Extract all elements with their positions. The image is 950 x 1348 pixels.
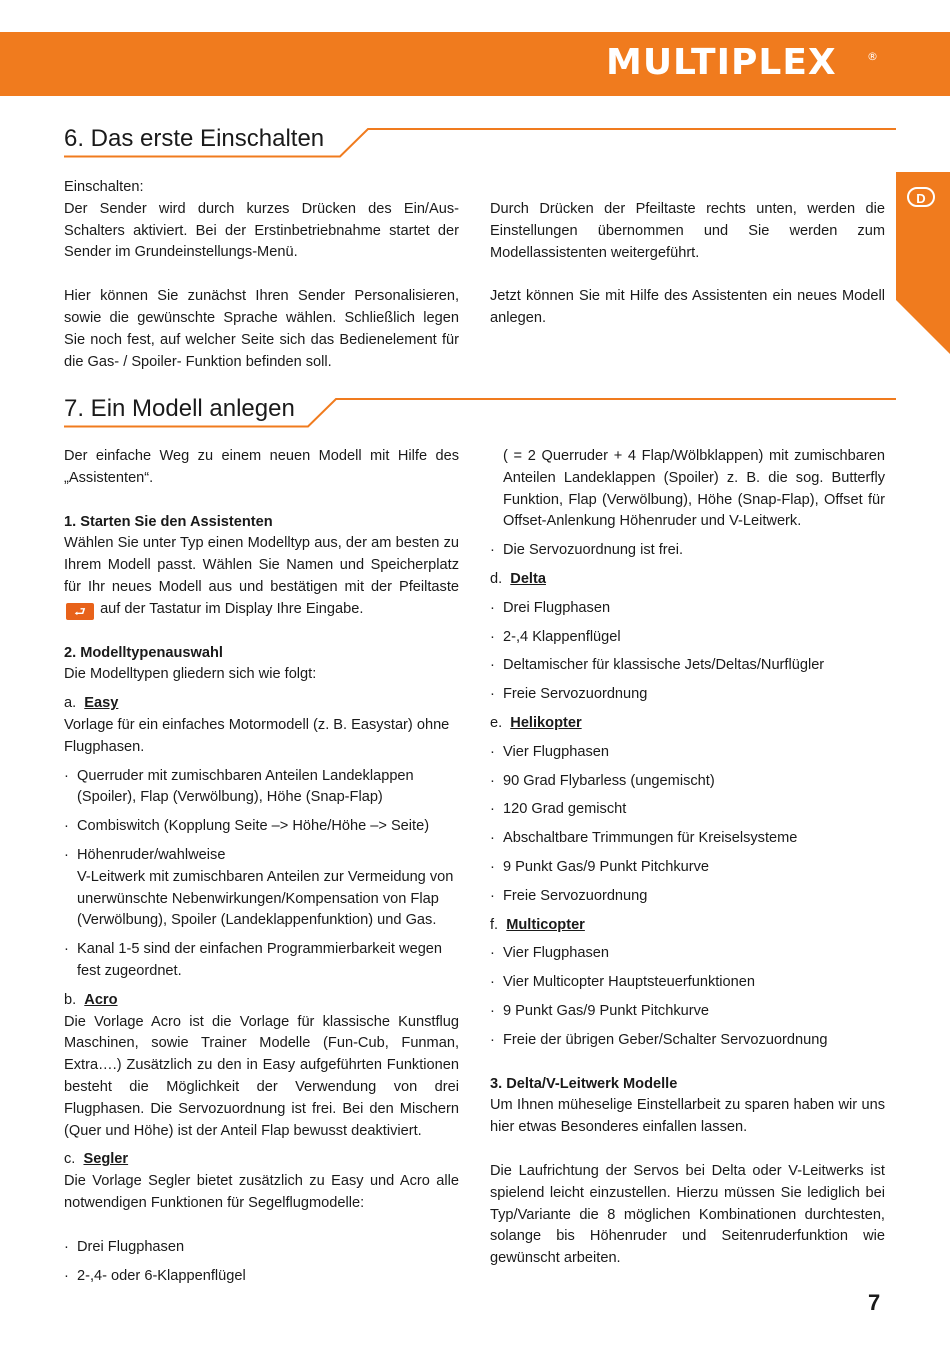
step-1-heading: 1. Starten Sie den Assistenten bbox=[64, 513, 273, 530]
pfeiltaste-p2: Jetzt können Sie mit Hilfe des Assistenten ein neues Modell anlegen. bbox=[490, 288, 885, 327]
section-7-left bbox=[64, 446, 459, 1287]
type-e-heading: e. Helikopter bbox=[490, 714, 582, 731]
type-a-desc: Vorlage für ein einfaches Motormodell (z. B. Easystar) ohne Flugphasen. bbox=[64, 716, 450, 755]
brand-logo: MULTIPLEX ® bbox=[606, 42, 878, 83]
page-number: 7 bbox=[868, 1290, 881, 1315]
type-c-desc: Die Vorlage Segler bietet zusätzlich zu Easy und Acro alle notwendigen Funktionen für Segelflugmodelle: bbox=[64, 1173, 459, 1211]
language-badge: D bbox=[907, 187, 935, 207]
list-item: · 9 Punkt Gas/9 Punkt Pitchkurve bbox=[490, 858, 710, 875]
einschalten-p1: Der Sender wird durch kurzes Drücken des Ein/Aus-Schalters aktiviert. Bei der Erstinbetriebnahme startet der Sender im Grundeinstellungs-Menü. bbox=[64, 200, 459, 261]
list-item: · 90 Grad Flybarless (ungemischt) bbox=[490, 772, 715, 789]
list-item: · Freie der übrigen Geber/Schalter Servozuordnung bbox=[490, 1031, 828, 1048]
list-item: · Die Servozuordnung ist frei. bbox=[490, 542, 684, 559]
intro-text: Der einfache Weg zu einem neuen Modell mit Hilfe des „Assistenten“. bbox=[64, 448, 459, 486]
list-item: · Deltamischer für klassische Jets/Deltas/Nurflügler bbox=[490, 657, 825, 674]
segler-continuation: ( = 2 Querruder + 4 Flap/Wölbklappen) mit zumischbaren Anteilen Landeklappen (Spoiler) z. B. die sog. Butterfly Funktion, Flap (Verwölbung), Höhe (Snap-Flap), Offset für Offset-Anlenkung Höhenruder und V-Leitwerk. bbox=[503, 448, 885, 530]
step-2-intro: Die Modelltypen gliedern sich wie folgt: bbox=[64, 666, 317, 683]
list-item: · 2-,4- oder 6-Klappenflügel bbox=[64, 1267, 246, 1284]
section-7-title: 7. Ein Modell anlegen bbox=[64, 395, 295, 422]
list-item: · Kanal 1-5 sind der einfachen Programmierbarkeit wegen fest zugeordnet. bbox=[64, 941, 443, 979]
list-item: · Vier Flugphasen bbox=[490, 945, 610, 962]
step-3-p2: Die Laufrichtung der Servos bei Delta oder V-Leitwerks ist spielend leicht einzustellen. Hierzu müssen Sie lediglich bei Typ/Variante die 8 möglichen Kombinationen durchtesten, solange bis Höhenruder und Seitenruderfunktion wie gewünscht arbeiten. bbox=[490, 1162, 885, 1267]
list-item: · Drei Flugphasen bbox=[64, 1238, 185, 1255]
type-b-heading: b. Acro bbox=[64, 991, 118, 1008]
list-item: · 120 Grad gemischt bbox=[490, 801, 627, 818]
section-6-heading bbox=[64, 124, 896, 160]
pfeiltaste-p1: Durch Drücken der Pfeiltaste rechts unten, werden die Einstellungen übernommen und Sie werden zum Modellassistenten weitergeführt. bbox=[490, 201, 885, 261]
step-3-p1: Um Ihnen müheselige Einstellarbeit zu sparen haben wir uns hier etwas Besonderes einfallen lassen. bbox=[490, 1097, 885, 1136]
list-item: · Drei Flugphasen bbox=[490, 599, 611, 616]
type-f-heading: f. Multicopter bbox=[490, 916, 585, 933]
type-c-heading: c. Segler bbox=[64, 1151, 129, 1168]
list-item: · Vier Flugphasen bbox=[490, 743, 610, 760]
list-item: · Freie Servozuordnung bbox=[490, 887, 648, 904]
list-item: · Combiswitch (Kopplung Seite –> Höhe/Höhe –> Seite) bbox=[64, 818, 430, 835]
list-item: · 2-,4 Klappenflügel bbox=[490, 628, 621, 645]
section-6-right bbox=[490, 199, 885, 330]
step-1-text: Wählen Sie unter Typ einen Modelltyp aus, der am besten zu Ihrem Modell passt. Wählen Sie Namen und Speicherplatz für Ihr neues Modell aus und bestätigen mit der Pfeiltaste ⮐ auf der Tastatur im Display Ihre Eingabe. bbox=[64, 535, 459, 619]
section-7-heading bbox=[64, 394, 896, 430]
einschalten-heading: Einschalten: bbox=[64, 179, 144, 195]
einschalten-p2: Hier können Sie zunächst Ihren Sender Personalisieren, sowie die gewünschte Sprache wählen. Schließlich legen Sie noch fest, auf welcher Seite sich das Bedienelement für die Gas- / Spoiler- Funktion befinden soll. bbox=[64, 288, 459, 370]
step-3-heading: 3. Delta/V-Leitwerk Modelle bbox=[490, 1075, 678, 1092]
enter-key-icon: ⮐ bbox=[66, 603, 94, 620]
section-7-right bbox=[490, 446, 885, 1270]
list-item: · Freie Servozuordnung bbox=[490, 686, 648, 703]
type-d-heading: d. Delta bbox=[490, 570, 546, 587]
list-item: · Vier Multicopter Hauptsteuerfunktionen bbox=[490, 974, 756, 991]
section-6-left bbox=[64, 177, 459, 373]
list-item: · Höhenruder/wahlweise V-Leitwerk mit zumischbaren Anteilen zur Vermeidung von unerwünschte Nebenwirkungen/Kompensation von Flap (Verwölbung), Spoiler (Landeklappenfunktion) und Gas. bbox=[64, 846, 454, 929]
type-a-heading: a. Easy bbox=[64, 695, 119, 712]
type-b-desc: Die Vorlage Acro ist die Vorlage für klassische Kunstflug Maschinen, sowie Trainer Modelle (Fun-Cub, Funman, Extra….) Zusätzlich zu den in Easy aufgeführten Funktionen besteht die Möglichkeit der Verwendung von drei Flugphasen. Die Servozuordnung ist frei. Bei den Mischern (Quer und Höhe) ist der Anteil Flap bewusst deaktiviert. bbox=[64, 1013, 459, 1139]
list-item: · 9 Punkt Gas/9 Punkt Pitchkurve bbox=[490, 1002, 710, 1019]
list-item: · Abschaltbare Trimmungen für Kreiselsysteme bbox=[490, 830, 798, 847]
list-item: · Querruder mit zumischbaren Anteilen Landeklappen (Spoiler), Flap (Verwölbung), Höhe (Snap-Flap) bbox=[64, 767, 414, 806]
section-6-title: 6. Das erste Einschalten bbox=[64, 125, 325, 152]
step-2-heading: 2. Modelltypenauswahl bbox=[64, 644, 223, 661]
